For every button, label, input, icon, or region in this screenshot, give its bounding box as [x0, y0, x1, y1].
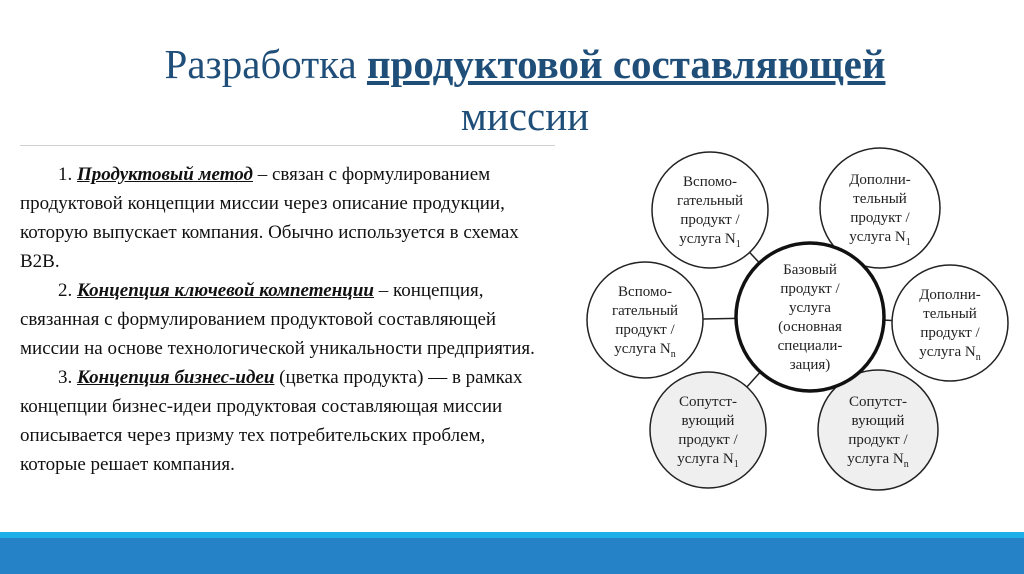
paragraph-text: – связан с формулированием продуктовой концепции миссии через описание продукции, которую выпускает компания. Обычно используется в схемах B2B. [20, 164, 519, 272]
connector-line [750, 252, 760, 263]
center-label: (основная [778, 319, 842, 335]
node-label: продукт / [850, 210, 910, 226]
node-label: продукт / [920, 325, 980, 341]
title-underlined: продуктовой составляющей [366, 41, 886, 87]
node-label: услуга $N_n$ [919, 344, 981, 363]
node-label: вующий [851, 413, 905, 429]
paragraph-term: Концепция ключевой компетенции [77, 280, 374, 301]
paragraph-text: – концепция, связанная с формулированием продуктовой составляющей миссии на основе технологической уникальности предприятия. [20, 280, 535, 359]
node-label: Сопутст- [849, 394, 907, 410]
title-divider [20, 145, 555, 146]
node-circle [650, 372, 766, 488]
node-label: Дополни- [849, 172, 911, 188]
node-label: услуга $N_n$ [847, 451, 909, 470]
title-line2: миссии [460, 93, 590, 139]
paragraph-3 [20, 363, 540, 479]
node-circle [587, 262, 703, 378]
satellite-node [650, 372, 766, 488]
center-node [736, 243, 884, 391]
center-label: специали- [777, 338, 843, 354]
node-label: тельный [923, 306, 977, 322]
node-label: гательный [611, 303, 679, 319]
connector-line [703, 318, 736, 319]
node-label: Сопутст- [679, 394, 737, 410]
paragraph-1 [20, 160, 540, 276]
node-label: гательный [676, 193, 744, 209]
node-label: Дополни- [919, 287, 981, 303]
paragraph-number: 1. [58, 164, 77, 185]
node-label: продукт / [680, 212, 740, 228]
product-flower-diagram [570, 140, 1010, 530]
center-label: Базовый [783, 262, 837, 278]
paragraph-number: 2. [58, 280, 77, 301]
satellite-node [892, 265, 1008, 381]
center-label: продукт / [780, 281, 840, 297]
title-plain: Разработка [164, 41, 367, 87]
node-label: продукт / [678, 432, 738, 448]
node-label: услуга $N_n$ [614, 341, 676, 360]
paragraph-number: 3. [58, 367, 77, 388]
footer-band [0, 538, 1024, 574]
paragraph-2 [20, 276, 540, 363]
node-label: услуга $N_1$ [677, 451, 739, 470]
satellite-node [652, 152, 768, 268]
slide-body [20, 160, 540, 479]
node-label: Вспомо- [683, 174, 737, 190]
paragraph-term: Продуктовый метод [77, 164, 253, 185]
node-label: вующий [681, 413, 735, 429]
node-label: тельный [853, 191, 907, 207]
node-label: продукт / [848, 432, 908, 448]
slide-title [0, 38, 1024, 142]
center-label: зация) [789, 357, 831, 373]
paragraph-text: (цветка продукта) — в рамках концепции бизнес-идеи продуктовая составляющая миссии описывается через призму тех потребительских проблем, которые решает компания. [20, 367, 523, 475]
center-label: услуга [789, 300, 831, 316]
node-circle [892, 265, 1008, 381]
node-label: продукт / [615, 322, 675, 338]
connector-line [747, 372, 761, 387]
node-label: услуга $N_1$ [849, 229, 911, 248]
node-label: Вспомо- [618, 284, 672, 300]
node-circle [652, 152, 768, 268]
paragraph-term: Концепция бизнес-идеи [77, 367, 275, 388]
satellite-node [587, 262, 703, 378]
node-label: услуга $N_1$ [679, 231, 741, 250]
